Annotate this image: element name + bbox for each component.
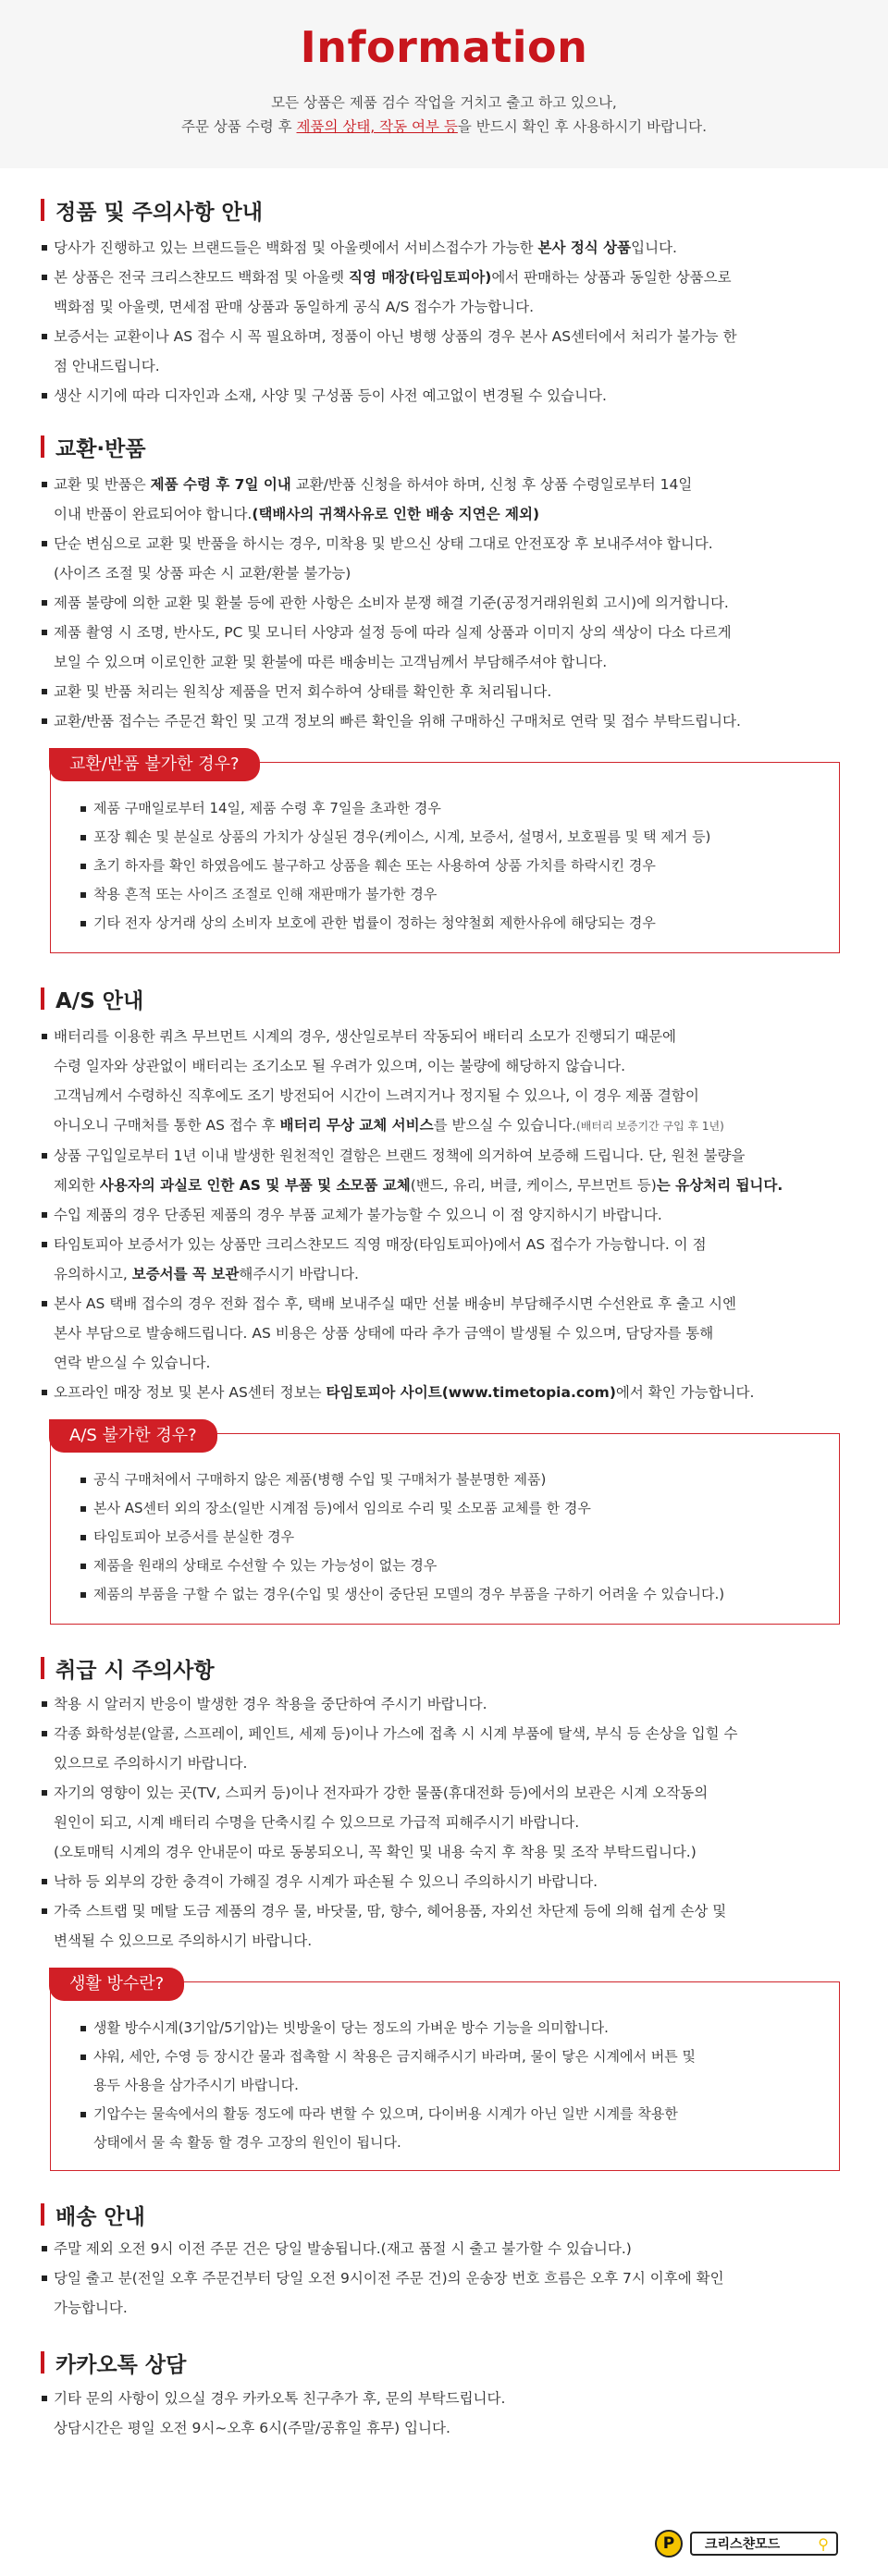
list-item: 배터리를 이용한 쿼츠 무브먼트 시계의 경우, 생산일로부터 작동되어 배터리 소모가 진행되기 때문에 (41, 1022, 849, 1051)
list-item: 제품 불량에 의한 교환 및 환불 등에 관한 사항은 소비자 분쟁 해결 기준(공정거래위원회 고시)에 의거합니다. (41, 588, 849, 618)
section-shipping (0, 2199, 888, 2323)
section-title: 취급 시 주의사항 (41, 1652, 849, 1684)
list-item: 착용 시 알러지 반응이 발생한 경우 착용을 중단하여 주시기 바랍니다. (41, 1689, 849, 1719)
notice-item: 제품 구매일로부터 14일, 제품 수령 후 7일을 초과한 경우 (79, 794, 839, 823)
list-item: 이내 반품이 완료되어야 합니다.(택배사의 귀책사유로 인한 배송 지연은 제외) (54, 506, 540, 522)
list-item: 자기의 영향이 있는 곳(TV, 스피커 등)이나 전자파가 강한 물품(휴대전화 등)에서의 보관은 시계 오작동의 (41, 1778, 849, 1808)
notice-item: 샤워, 세안, 수영 등 장시간 물과 접촉할 시 착용은 금지해주시기 바라며, 물이 닿은 시계에서 버튼 및 (79, 2042, 839, 2071)
kakao-plus-icon: P (655, 2530, 683, 2558)
list-item: 각종 화학성분(알콜, 스프레이, 페인트, 세제 등)이나 가스에 접촉 시 시계 부품에 탈색, 부식 등 손상을 입힐 수 (41, 1719, 849, 1748)
list-item: 수령 일자와 상관없이 배터리는 조기소모 될 우려가 있으며, 이는 불량에 해당하지 않습니다. (54, 1058, 626, 1074)
list-item: 보일 수 있으며 이로인한 교환 및 환불에 따른 배송비는 고객님께서 부담해주셔야 합니다. (54, 654, 608, 670)
notice-list (79, 794, 839, 938)
bullet-list (41, 470, 849, 736)
list-item: 본사 부담으로 발송해드립니다. AS 비용은 상품 상태에 따라 추가 금액이 발생될 수 있으며, 담당자를 통해 (54, 1325, 714, 1342)
list-item: 연락 받으실 수 있습니다. (54, 1355, 211, 1371)
section-title: 정품 및 주의사항 안내 (41, 194, 849, 226)
list-item: 오프라인 매장 정보 및 본사 AS센터 정보는 타임토피아 사이트(www.timetopia.com)에서 확인 가능합니다. (41, 1378, 849, 1407)
section-title: 카카오톡 상담 (41, 2347, 849, 2378)
notice-item: 초기 하자를 확인 하였음에도 불구하고 상품을 훼손 또는 사용하여 상품 가치를 하락시킨 경우 (79, 852, 839, 880)
title-bar (41, 2203, 44, 2226)
bullet-list (41, 2384, 849, 2443)
title-bar (41, 199, 44, 221)
section-as (0, 983, 888, 1625)
title-bar (41, 1657, 44, 1679)
section-exchange (0, 431, 888, 953)
intro-highlight: 제품의 상태, 작동 여부 등 (296, 118, 458, 135)
list-item: 보증서는 교환이나 AS 접수 시 꼭 필요하며, 정품이 아닌 병행 상품의 경우 본사 AS센터에서 처리가 불가능 한 (41, 322, 849, 351)
list-item: 교환 및 반품은 제품 수령 후 7일 이내 교환/반품 신청을 하셔야 하며, 신청 후 상품 수령일로부터 14일 (41, 470, 849, 499)
list-item: 당사가 진행하고 있는 브랜드들은 백화점 및 아울렛에서 서비스접수가 가능한 본사 정식 상품입니다. (41, 233, 849, 263)
notice-item: 기타 전자 상거래 상의 소비자 보호에 관한 법률이 정하는 청약철회 제한사유에 해당되는 경우 (79, 909, 839, 938)
title-bar (41, 987, 44, 1010)
bullet-list (41, 1689, 849, 1956)
title-bar (41, 2351, 44, 2374)
list-item: 점 안내드립니다. (54, 358, 160, 374)
list-item: 아니오니 구매처를 통한 AS 접수 후 배터리 무상 교체 서비스를 받으실 수 있습니다.(배터리 보증기간 구입 후 1년) (54, 1117, 724, 1134)
list-item: (오토매틱 시계의 경우 안내문이 따로 동봉되오니, 꼭 확인 및 내용 숙지 후 착용 및 조작 부탁드립니다.) (54, 1844, 697, 1860)
section-kakao (0, 2347, 888, 2443)
info-header (0, 0, 888, 168)
notice-item: 용두 사용을 삼가주시기 바랍니다. (93, 2077, 299, 2093)
list-item: 유의하시고, 보증서를 꼭 보관해주시기 바랍니다. (54, 1266, 359, 1282)
list-item: 단순 변심으로 교환 및 반품을 하시는 경우, 미착용 및 받으신 상태 그대로 안전포장 후 보내주셔야 합니다. (41, 529, 849, 558)
list-item: 본 상품은 전국 크리스챤모드 백화점 및 아울렛 직영 매장(타임토피아)에서 판매하는 상품과 동일한 상품으로 (41, 263, 849, 292)
bullet-list (41, 233, 849, 411)
list-item: 기타 문의 사항이 있으실 경우 카카오톡 친구추가 후, 문의 부탁드립니다. (41, 2384, 849, 2413)
notice-tag: A/S 불가한 경우? (49, 1419, 217, 1453)
notice-box-exchange (50, 754, 840, 953)
notice-item: 기압수는 물속에서의 활동 정도에 따라 변할 수 있으며, 다이버용 시계가 아닌 일반 시계를 착용한 (79, 2100, 839, 2128)
notice-item: 공식 구매처에서 구매하지 않은 제품(병행 수입 및 구매처가 불분명한 제품) (79, 1466, 839, 1494)
list-item: 주말 제외 오전 9시 이전 주문 건은 당일 발송됩니다.(재고 품절 시 출고 불가할 수 있습니다.) (41, 2234, 849, 2263)
list-item: 백화점 및 아울렛, 면세점 판매 상품과 동일하게 공식 A/S 접수가 가능합니다. (54, 299, 535, 315)
notice-item: 착용 흔적 또는 사이즈 조절로 인해 재판매가 불가한 경우 (79, 880, 839, 909)
list-item: 가능합니다. (54, 2300, 128, 2316)
list-item: 제외한 사용자의 과실로 인한 AS 및 부품 및 소모품 교체(밴드, 유리, 버클, 케이스, 무브먼트 등)는 유상처리 됩니다. (54, 1177, 783, 1194)
notice-box-as (50, 1426, 840, 1625)
notice-tag: 교환/반품 불가한 경우? (49, 748, 260, 781)
section-genuine (0, 194, 888, 411)
list-item: (사이즈 조절 및 상품 파손 시 교환/환불 불가능) (54, 565, 352, 582)
list-item: 생산 시기에 따라 디자인과 소재, 사양 및 구성품 등이 사전 예고없이 변경될 수 있습니다. (41, 381, 849, 411)
list-item: 본사 AS 택배 접수의 경우 전화 접수 후, 택배 보내주실 때만 선불 배송비 부담해주시면 수선완료 후 출고 시엔 (41, 1289, 849, 1319)
list-item: 제품 촬영 시 조명, 반사도, PC 및 모니터 사양과 설정 등에 따라 실제 상품과 이미지 상의 색상이 다소 다르게 (41, 618, 849, 647)
list-item: 타임토피아 보증서가 있는 상품만 크리스챤모드 직영 매장(타임토피아)에서 AS 접수가 가능합니다. 이 점 (41, 1230, 849, 1259)
section-title: A/S 안내 (41, 983, 849, 1014)
intro-line-2: 주문 상품 수령 후 제품의 상태, 작동 여부 등을 반드시 확인 후 사용하시기 바랍니다. (180, 118, 708, 135)
list-item: 낙하 등 외부의 강한 충격이 가해질 경우 시계가 파손될 수 있으니 주의하시기 바랍니다. (41, 1867, 849, 1896)
magnifier-icon: ⚲ (818, 2534, 829, 2553)
list-item: 상품 구입일로부터 1년 이내 발생한 원천적인 결함은 브랜드 정책에 의거하여 보증해 드립니다. 단, 원천 불량을 (41, 1141, 849, 1171)
notice-box-waterproof (50, 1974, 840, 2171)
notice-item: 생활 방수시계(3기압/5기압)는 빗방울이 당는 정도의 가벼운 방수 기능을 의미합니다. (79, 2014, 839, 2042)
title-bar (41, 435, 44, 458)
notice-item: 본사 AS센터 외의 장소(일반 시계점 등)에서 임의로 수리 및 소모품 교체를 한 경우 (79, 1494, 839, 1523)
kakao-search-pill[interactable] (690, 2532, 838, 2556)
list-item: 원인이 되고, 시계 배터리 수명을 단축시킬 수 있으므로 가급적 피해주시기 바랍니다. (54, 1814, 580, 1831)
notice-list (79, 1466, 839, 1609)
list-item: 수입 제품의 경우 단종된 제품의 경우 부품 교체가 불가능할 수 있으니 이 점 양지하시기 바랍니다. (41, 1200, 849, 1230)
notice-list (79, 2014, 839, 2157)
list-item: 고객님께서 수령하신 직후에도 조기 방전되어 시간이 느려지거나 정지될 수 있으나, 이 경우 제품 결함이 (54, 1087, 699, 1104)
section-title: 배송 안내 (41, 2199, 849, 2230)
list-item: 가죽 스트랩 및 메탈 도금 제품의 경우 물, 바닷물, 땀, 향수, 헤어용품, 자외선 차단제 등에 의해 쉽게 손상 및 (41, 1896, 849, 1926)
list-item: 교환 및 반품 처리는 원칙상 제품을 먼저 회수하여 상태를 확인한 후 처리됩니다. (41, 677, 849, 706)
bullet-list (41, 2234, 849, 2323)
list-item: 교환/반품 접수는 주문건 확인 및 고객 정보의 빠른 확인을 위해 구매하신 구매처로 연락 및 접수 부탁드립니다. (41, 706, 849, 736)
notice-item: 상태에서 물 속 활동 할 경우 고장의 원인이 됩니다. (93, 2134, 401, 2151)
notice-item: 제품의 부품을 구할 수 없는 경우(수입 및 생산이 중단된 모델의 경우 부품을 구하기 어려울 수 있습니다.) (79, 1580, 839, 1609)
list-item: 있으므로 주의하시기 바랍니다. (54, 1755, 248, 1772)
section-title: 교환·반품 (41, 431, 849, 462)
section-handling (0, 1652, 888, 2171)
intro-line-1: 모든 상품은 제품 검수 작업을 거치고 출고 하고 있으나, (271, 94, 617, 111)
list-item: 당일 출고 분(전일 오후 주문건부터 당일 오전 9시이전 주문 건)의 운송장 번호 흐름은 오후 7시 이후에 확인 (41, 2263, 849, 2293)
brand-name: 크리스챤모드 (705, 2537, 781, 2552)
page-title: Information (300, 22, 588, 72)
bullet-list (41, 1022, 849, 1407)
notice-item: 타임토피아 보증서를 분실한 경우 (79, 1523, 839, 1552)
notice-item: 제품을 원래의 상태로 수선할 수 있는 가능성이 없는 경우 (79, 1552, 839, 1580)
list-item: 상담시간은 평일 오전 9시~오후 6시(주말/공휴일 휴무) 입니다. (54, 2420, 450, 2436)
kakao-channel-badge[interactable] (655, 2527, 849, 2560)
notice-tag: 생활 방수란? (49, 1968, 184, 2001)
list-item: 변색될 수 있으므로 주의하시기 바랍니다. (54, 1932, 313, 1949)
notice-item: 포장 훼손 및 분실로 상품의 가치가 상실된 경우(케이스, 시계, 보증서, 설명서, 보호필름 및 택 제거 등) (79, 823, 839, 852)
